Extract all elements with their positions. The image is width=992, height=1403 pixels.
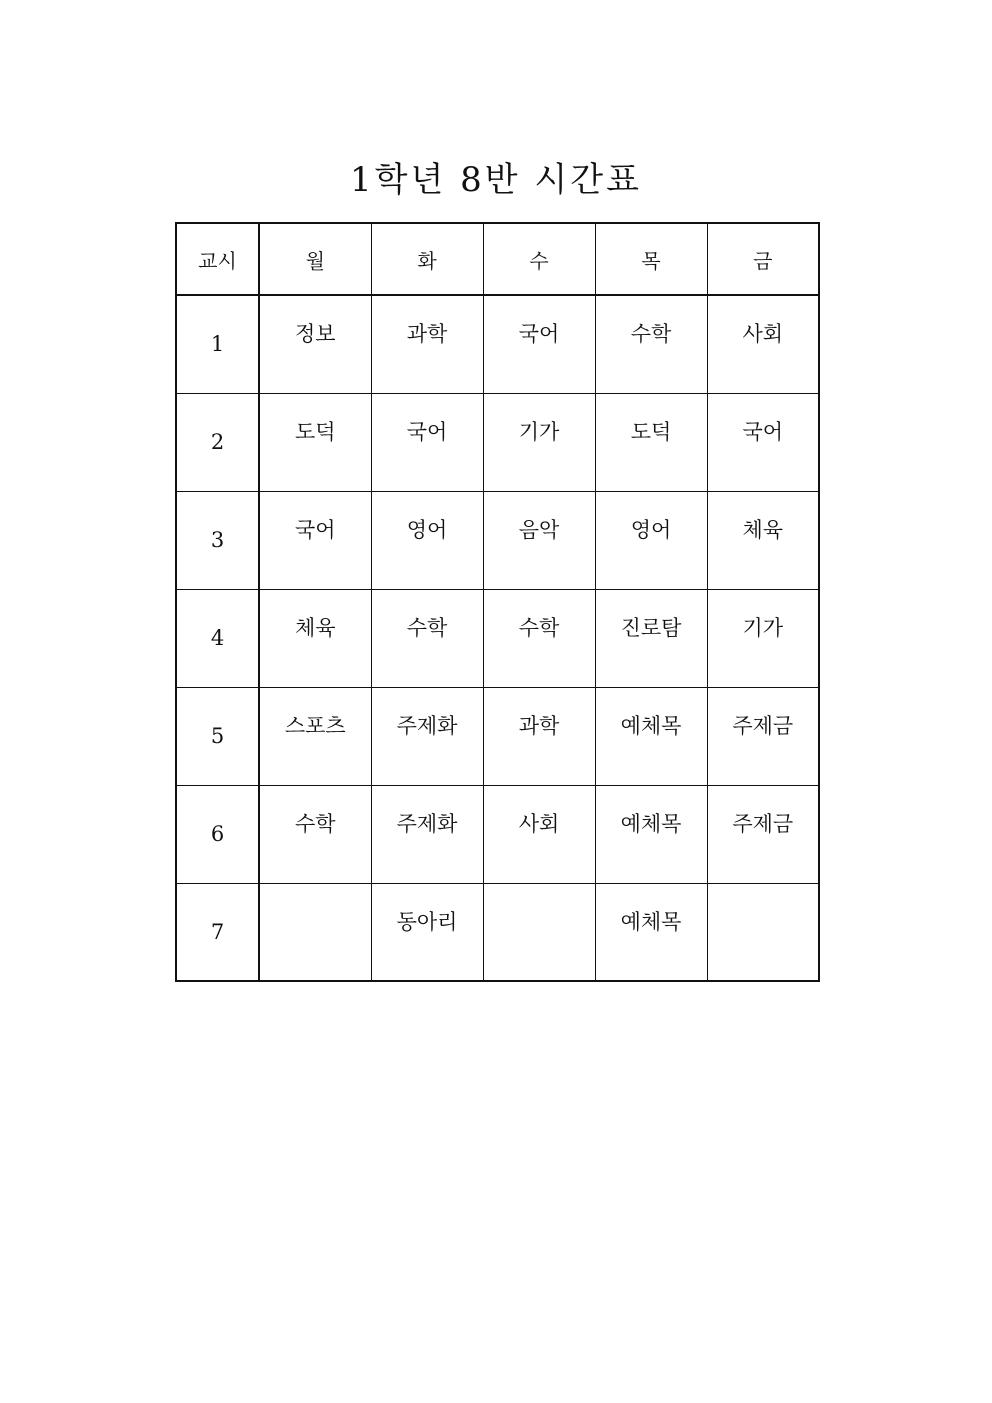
header-period: 교시 — [176, 223, 259, 295]
subject-cell: 정보 — [259, 295, 371, 393]
subject-cell: 예체목 — [595, 883, 707, 981]
subject-cell: 국어 — [483, 295, 595, 393]
subject-cell: 사회 — [707, 295, 819, 393]
table-row — [176, 883, 819, 981]
subject-cell: 과학 — [483, 687, 595, 785]
subject-cell: 주제금 — [707, 785, 819, 883]
table-row — [176, 491, 819, 589]
period-cell: 2 — [176, 393, 259, 491]
subject-cell: 주제화 — [371, 687, 483, 785]
subject-cell: 체육 — [259, 589, 371, 687]
subject-cell: 영어 — [371, 491, 483, 589]
subject-cell: 체육 — [707, 491, 819, 589]
header-thu: 목 — [595, 223, 707, 295]
table-row — [176, 589, 819, 687]
table-row — [176, 295, 819, 393]
subject-cell — [483, 883, 595, 981]
header-wed: 수 — [483, 223, 595, 295]
subject-cell: 기가 — [483, 393, 595, 491]
subject-cell: 음악 — [483, 491, 595, 589]
subject-cell: 수학 — [483, 589, 595, 687]
period-cell: 6 — [176, 785, 259, 883]
timetable — [175, 222, 820, 982]
subject-cell: 영어 — [595, 491, 707, 589]
subject-cell: 사회 — [483, 785, 595, 883]
subject-cell: 동아리 — [371, 883, 483, 981]
subject-cell: 수학 — [595, 295, 707, 393]
header-tue: 화 — [371, 223, 483, 295]
subject-cell: 수학 — [259, 785, 371, 883]
table-row — [176, 687, 819, 785]
page-title: 1학년 8반 시간표 — [350, 160, 642, 200]
subject-cell: 도덕 — [595, 393, 707, 491]
subject-cell — [707, 883, 819, 981]
period-cell: 7 — [176, 883, 259, 981]
header-mon: 월 — [259, 223, 371, 295]
header-fri: 금 — [707, 223, 819, 295]
subject-cell: 국어 — [259, 491, 371, 589]
subject-cell: 기가 — [707, 589, 819, 687]
period-cell: 3 — [176, 491, 259, 589]
period-cell: 1 — [176, 295, 259, 393]
subject-cell: 예체목 — [595, 687, 707, 785]
subject-cell: 예체목 — [595, 785, 707, 883]
table-row — [176, 785, 819, 883]
subject-cell: 도덕 — [259, 393, 371, 491]
period-cell: 5 — [176, 687, 259, 785]
period-cell: 4 — [176, 589, 259, 687]
subject-cell: 진로탐 — [595, 589, 707, 687]
table-row — [176, 393, 819, 491]
subject-cell: 스포츠 — [259, 687, 371, 785]
subject-cell: 수학 — [371, 589, 483, 687]
subject-cell: 국어 — [371, 393, 483, 491]
subject-cell: 주제화 — [371, 785, 483, 883]
subject-cell: 국어 — [707, 393, 819, 491]
header-row — [176, 223, 819, 295]
subject-cell: 과학 — [371, 295, 483, 393]
subject-cell — [259, 883, 371, 981]
subject-cell: 주제금 — [707, 687, 819, 785]
